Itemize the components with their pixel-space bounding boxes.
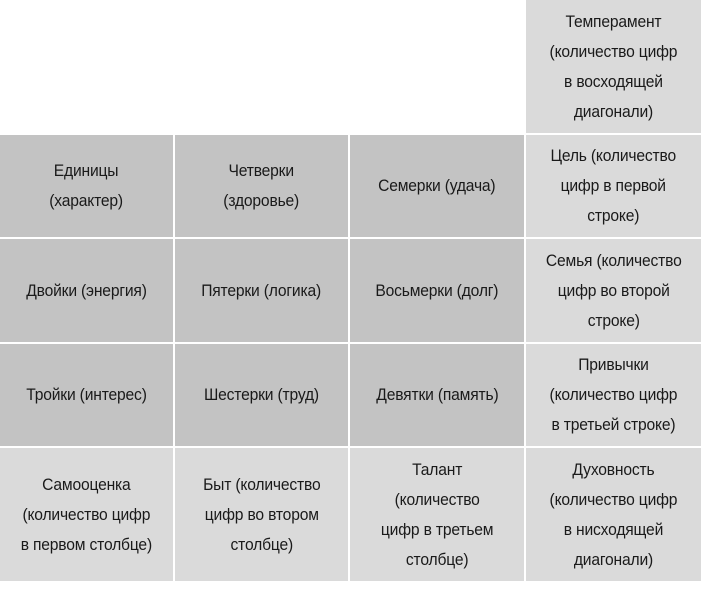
table-cell-r1c3 <box>350 135 526 239</box>
table-cell-text: Самооценка (количество цифр в первом столбце) <box>20 474 153 554</box>
table-cell-text: Тройки (интерес) <box>26 385 147 404</box>
empty-header-cell-1 <box>0 0 175 135</box>
table-cell-r3c3 <box>350 344 526 448</box>
table-cell-text: Двойки (энергия) <box>26 280 147 300</box>
header-cell-temperament <box>526 0 703 135</box>
table-cell-r3c4 <box>526 344 703 448</box>
table-cell-text: Быт (количество цифр во втором столбце) <box>202 474 321 554</box>
table-cell-text: Цель (количество цифр в первой строке) <box>550 146 677 225</box>
table-cell-text: Духовность (количество цифр в нисходящей диагонали) <box>549 459 678 569</box>
table-cell-r4c3 <box>350 448 526 583</box>
table-cell-text: Пятерки (логика) <box>201 280 322 300</box>
table-cell-r4c2 <box>175 448 350 583</box>
table-cell-r2c2 <box>175 239 350 344</box>
header-cell-temperament-text: Темперамент (количество цифр в восходящей диагонали) <box>549 11 678 121</box>
empty-header-cell-2 <box>175 0 350 135</box>
table-cell-text: Семья (количество цифр во второй строке) <box>545 250 682 330</box>
table-cell-text: Привычки (количество цифр в третьей строке) <box>549 355 678 434</box>
table-cell-r1c4 <box>526 135 703 239</box>
table-cell-text: Единицы (характер) <box>49 161 124 210</box>
table-cell-text: Девятки (память) <box>375 385 499 404</box>
table-cell-r4c4 <box>526 448 703 583</box>
table-cell-r4c1 <box>0 448 175 583</box>
empty-header-cell-3 <box>350 0 526 135</box>
table-cell-text: Семерки (удача) <box>378 176 496 195</box>
table-cell-text: Восьмерки (долг) <box>375 280 499 300</box>
table-cell-r3c1 <box>0 344 175 448</box>
table-cell-text: Талант (количество цифр в третьем столбце) <box>380 459 494 569</box>
table-cell-r2c4 <box>526 239 703 344</box>
table-cell-r1c1 <box>0 135 175 239</box>
table-cell-r2c3 <box>350 239 526 344</box>
table-cell-r3c2 <box>175 344 350 448</box>
table-cell-text: Четверки (здоровье) <box>223 161 300 210</box>
table-cell-r2c1 <box>0 239 175 344</box>
table-cell-r1c2 <box>175 135 350 239</box>
table-cell-text: Шестерки (труд) <box>204 385 319 404</box>
